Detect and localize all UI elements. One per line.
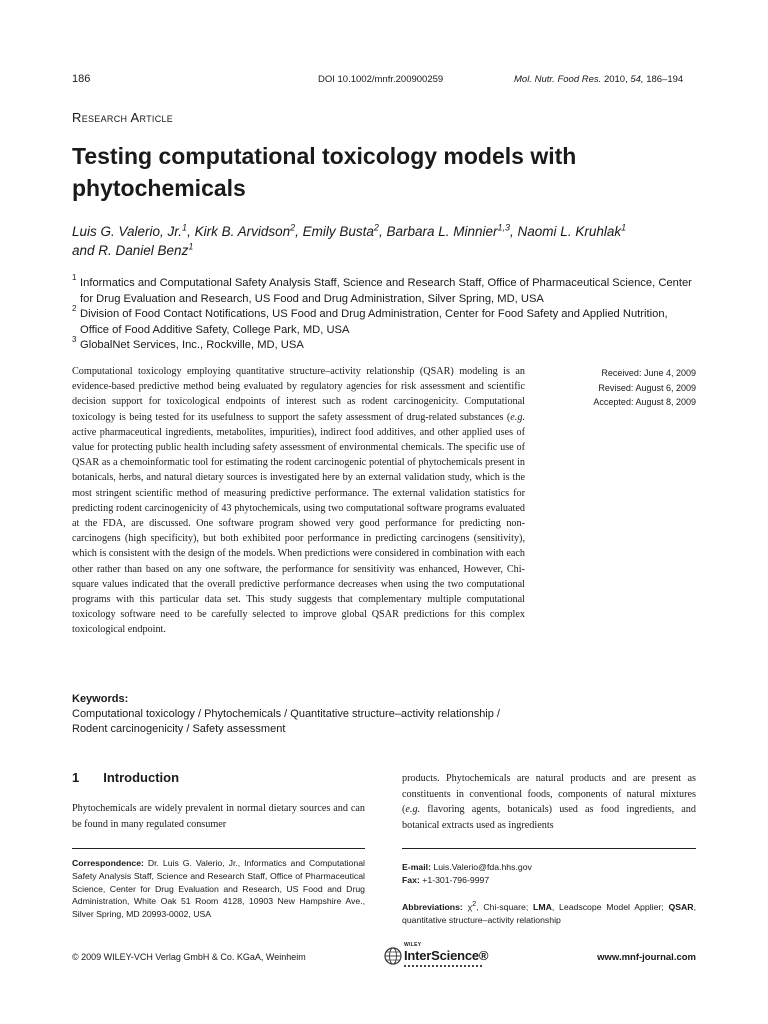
intro-right-text-cont: flavoring agents, botanicals) used as food ingredients, and botanical extracts used as ingredients xyxy=(402,804,696,831)
correspondence-note xyxy=(72,857,365,921)
journal-year: 2010, xyxy=(603,74,628,85)
section-number: 1 xyxy=(72,770,80,785)
author-affiliation-ref: 2 xyxy=(290,222,296,233)
abstract-text-cont: active pharmaceutical ingredients, metabolites, impurities), indirect food additives, and other applied uses of value for protecting public health including safety assessment of environmental chemicals. The specific use of QSAR as a chemoinformatic tool for estimating the rodent carcinogenic potential of phytochemicals present in botanicals, herbs, and natural dietary sources is investigated here by an external validation study, which is the most stringent scientific method of measuring predictive performance. The external validation statistics for predicting rodent carcinogenicity of 43 phytochemicals, using two computational software programs evaluated at the FDA, are discussed. One software program showed very good performance for predicting non-carcinogens (high specificity), but both exhibited poor performance in predicting carcinogens (sensitivity), which is consistent with the design of the models. When predictions were considered in combination with each other rather than based on any one software, the performance for sensitivity was enhanced, However, Chi-square values indicated that the overall predictive performance decreases when using the two computational programs with this particular data set. This study suggests that complementary multiple computational toxicology software need to be carefully selected to improve global QSAR predictions for this complex toxicological endpoint. xyxy=(72,426,525,636)
abbrev-lma-def: , Leadscope Model Applier; xyxy=(551,901,669,912)
author-separator: , xyxy=(187,224,195,239)
abbreviations-note xyxy=(402,898,696,926)
intro-right-eg: e.g. xyxy=(405,804,421,815)
footnote-divider-left xyxy=(72,848,365,849)
correspondence-text: Dr. Luis G. Valerio, Jr., Informatics and Computational Safety Analysis Staff, Science and Research Staff, Office of Pharmaceutical Science, Center for Drug Evaluation and Research, US Food and Drug Administration, White Oak 51 Room 4128, 10903 New Hampshire Ave., Silver Spring, MD 20993-0002, USA xyxy=(72,858,365,920)
email-address[interactable]: Luis.Valerio@fda.hhs.gov xyxy=(430,862,532,872)
journal-pages: 186–194 xyxy=(646,74,684,85)
author-name: Naomi L. Kruhlak xyxy=(517,224,622,239)
copyright-notice: © 2009 WILEY-VCH Verlag GmbH & Co. KGaA, Weinheim xyxy=(72,952,306,962)
received-date: Received: June 4, 2009 xyxy=(601,368,696,378)
author-affiliation-ref: 2 xyxy=(373,222,379,233)
author-separator: , xyxy=(510,224,518,239)
author-affiliation-ref: 1 xyxy=(182,222,188,233)
abbrev-qsar-def: , quantitative structure–activity relationship xyxy=(402,901,696,925)
affiliation-item xyxy=(72,304,697,338)
correspondence-label: Correspondence: xyxy=(72,858,144,868)
affiliation-text: GlobalNet Services, Inc., Rockville, MD, USA xyxy=(80,339,304,351)
keywords-heading: Keywords: xyxy=(72,693,129,705)
revised-date: Revised: August 6, 2009 xyxy=(598,382,696,393)
abbreviations-label: Abbreviations: xyxy=(402,901,463,912)
author-separator: , xyxy=(295,224,303,239)
fax-number: +1-301-796-9997 xyxy=(419,874,490,885)
author-name: and R. Daniel Benz xyxy=(72,243,189,258)
abstract xyxy=(72,364,525,638)
article-dates xyxy=(516,366,696,410)
author-separator: , xyxy=(378,224,387,239)
author-list xyxy=(72,222,697,260)
journal-url[interactable]: www.mnf-journal.com xyxy=(597,952,696,963)
keywords-text: Computational toxicology / Phytochemicals / Quantitative structure–activity relationship / Rodent carcinogenicity / Safety assessment xyxy=(72,708,500,735)
article-title: Testing computational toxicology models with phytochemicals xyxy=(72,143,577,201)
journal-name: Mol. Nutr. Food Res. xyxy=(514,74,602,85)
author-name: Kirk B. Arvidson xyxy=(194,224,291,239)
affiliation-item xyxy=(72,273,697,307)
affiliation-list xyxy=(72,273,697,354)
accepted-date: Accepted: August 8, 2009 xyxy=(593,397,696,407)
globe-icon xyxy=(384,947,402,965)
section-title: Introduction xyxy=(103,770,180,785)
footnote-divider-right xyxy=(402,848,696,849)
abbrev-qsar: QSAR xyxy=(668,901,694,912)
section-heading-introduction xyxy=(72,770,179,785)
affiliation-number: 2 xyxy=(72,304,77,313)
abstract-text: Computational toxicology employing quantitative structure–activity relationship (QSAR) modeling is an evidence-based predictive method being evaluated by regulatory agencies for risk assessment and scientific decision support for toxicological endpoints of interest such as rodent carcinogenicity. Computational toxicology is being tested for its usefulness to support the safety assessment of drug-related substances ( xyxy=(72,366,525,423)
logo-underline xyxy=(404,965,484,967)
abstract-eg: e.g. xyxy=(510,411,525,423)
intro-paragraph-right xyxy=(402,771,696,833)
email-line xyxy=(402,861,696,874)
intro-paragraph-left: Phytochemicals are widely prevalent in normal dietary sources and can be found in many regulated consumer xyxy=(72,803,365,830)
affiliation-number: 3 xyxy=(72,335,77,344)
fax-line xyxy=(402,874,696,887)
abbrev-chi: χ xyxy=(462,901,473,912)
journal-citation xyxy=(514,74,683,85)
author-name: Emily Busta xyxy=(302,224,374,239)
author-affiliation-ref: 1 xyxy=(188,241,194,252)
fax-label: Fax: xyxy=(402,874,420,885)
affiliation-text: Informatics and Computational Safety Analysis Staff, Science and Research Staff, Office of Pharmaceutical Science, Center for Drug Evaluation and Research, US Food and Drug Administration, Silver Spring, MD, USA xyxy=(80,277,692,305)
author-name: Luis G. Valerio, Jr. xyxy=(72,224,183,239)
interscience-logo xyxy=(384,942,489,970)
affiliation-text: Division of Food Contact Notifications, US Food and Drug Administration, Center for Food Safety and Applied Nutrition, Office of Food Additive Safety, College Park, MD, USA xyxy=(80,308,668,336)
logo-wiley-text: WILEY xyxy=(404,942,422,948)
author-name: Barbara L. Minnier xyxy=(386,224,498,239)
page-number: 186 xyxy=(72,73,91,85)
logo-brand-text: InterScience® xyxy=(404,948,489,963)
author-affiliation-ref: 1,3 xyxy=(497,222,511,233)
email-label: E-mail: xyxy=(402,862,431,872)
affiliation-number: 1 xyxy=(72,273,77,282)
intro-right-text: products. Phytochemicals are natural products and are present as constituents in conventional foods, components of natural mixtures ( xyxy=(402,773,696,815)
abbrev-lma: LMA xyxy=(533,901,552,912)
abbrev-chi-sup: 2 xyxy=(472,899,477,908)
doi: DOI 10.1002/mnfr.200900259 xyxy=(318,74,444,85)
article-type-label: Research Article xyxy=(72,110,174,125)
affiliation-item xyxy=(72,335,697,354)
contact-info xyxy=(402,861,696,887)
journal-volume: 54, xyxy=(630,74,644,85)
author-affiliation-ref: 1 xyxy=(621,222,627,233)
abbrev-chi-def: , Chi-square; xyxy=(476,901,534,912)
